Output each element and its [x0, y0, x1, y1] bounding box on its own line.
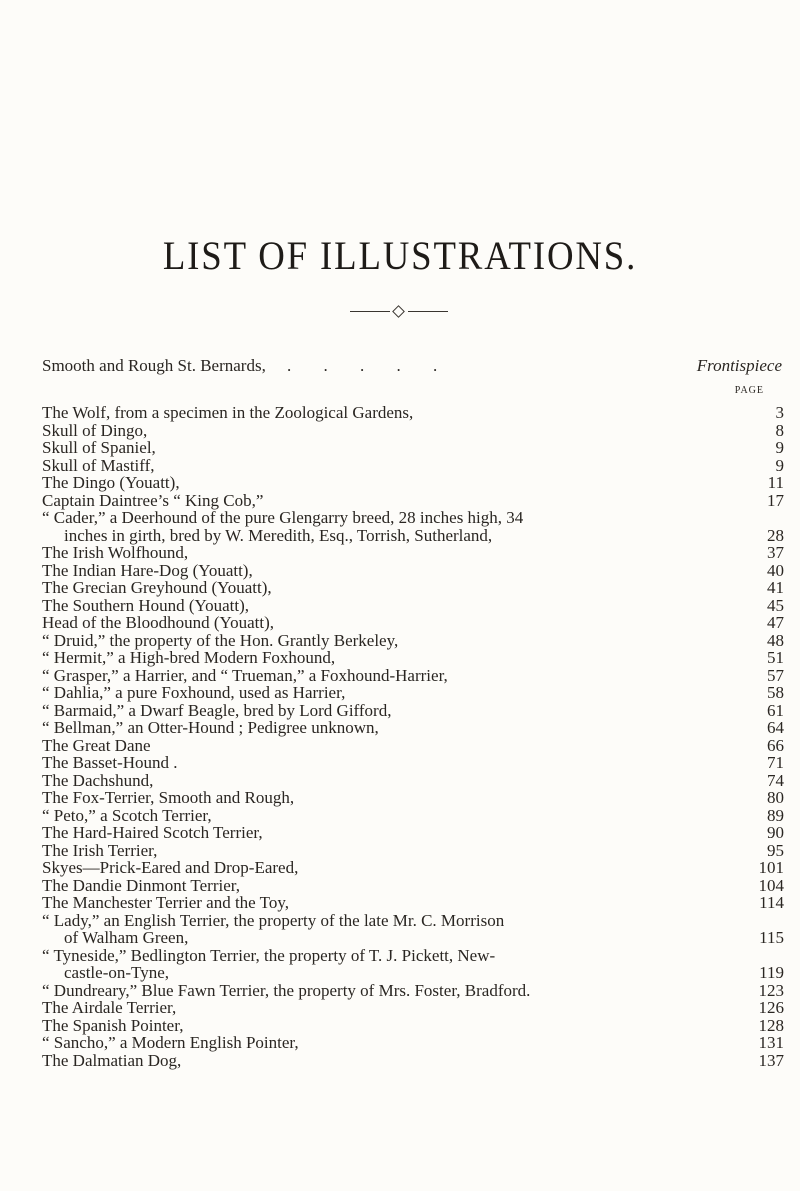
entry-title: Head of the Bloodhound (Youatt),	[42, 613, 274, 632]
entry-title-continued: castle-on-Tyne,	[64, 963, 170, 982]
page-column-header: PAGE	[734, 385, 764, 396]
entry-title: The Dachshund,	[42, 770, 154, 790]
list-item	[42, 667, 784, 685]
entry-page-number: 119	[759, 963, 784, 982]
entry-page-number: 40	[767, 560, 784, 580]
entry-title: The Spanish Pointer,	[42, 1015, 184, 1035]
entry-title: Skull of Spaniel,	[42, 438, 156, 457]
list-item	[42, 492, 784, 510]
entry-page-number: 51	[767, 648, 784, 667]
list-item	[42, 1017, 784, 1035]
entry-title: The Wolf, from a specimen in the Zoological Gardens,	[42, 403, 414, 422]
entry-page-number: 47	[767, 613, 784, 632]
entry-page-number: 61	[767, 700, 784, 720]
entry-page-number: 89	[767, 805, 784, 825]
entry-page-number: 57	[767, 665, 784, 685]
entry-title: The Basset-Hound .	[42, 753, 178, 772]
list-item	[42, 649, 784, 667]
list-item	[42, 859, 784, 877]
entry-title-continued: of Walham Green,	[64, 928, 189, 947]
entry-title: “ Peto,” a Scotch Terrier,	[42, 805, 212, 825]
list-item	[42, 999, 784, 1017]
list-item	[42, 824, 784, 842]
list-item	[42, 737, 784, 755]
entry-title: The Hard-Haired Scotch Terrier,	[42, 823, 263, 842]
frontispiece-text: Smooth and Rough St. Bernards,	[42, 356, 266, 375]
list-item	[42, 982, 784, 1000]
list-item	[42, 719, 784, 737]
frontispiece-page: Frontispiece	[696, 356, 782, 375]
list-item	[42, 772, 784, 790]
list-item	[42, 702, 784, 720]
entry-page-number: 41	[767, 578, 784, 597]
entry-page-number: 131	[758, 1033, 784, 1052]
entry-title: “ Bellman,” an Otter-Hound ; Pedigree unknown,	[42, 718, 379, 737]
entry-title: “ Barmaid,” a Dwarf Beagle, bred by Lord Gifford,	[42, 700, 392, 720]
list-item	[42, 894, 784, 912]
entry-title: Skull of Mastiff,	[42, 455, 155, 475]
entry-page-number: 101	[758, 858, 784, 877]
entry-page-number: 8	[775, 420, 784, 440]
list-item	[42, 439, 784, 457]
entry-title: The Indian Hare-Dog (Youatt),	[42, 560, 253, 580]
list-item	[42, 457, 784, 475]
entry-page-number: 58	[767, 683, 784, 702]
list-item	[42, 1034, 784, 1052]
list-item	[42, 684, 784, 702]
entry-title: The Dalmatian Dog,	[42, 1050, 182, 1070]
entry-title: Skyes—Prick-Eared and Drop-Eared,	[42, 858, 299, 877]
entry-title: Captain Daintree’s “ King Cob,”	[42, 490, 264, 510]
entry-title: The Manchester Terrier and the Toy,	[42, 893, 290, 912]
list-item	[42, 509, 784, 544]
list-item	[42, 789, 784, 807]
entry-page-number: 114	[759, 893, 784, 912]
list-item	[42, 754, 784, 772]
list-item	[42, 807, 784, 825]
entry-title: The Irish Terrier,	[42, 840, 158, 860]
entry-title: The Dandie Dinmont Terrier,	[42, 875, 240, 895]
entry-title: “ Dahlia,” a pure Foxhound, used as Harrier,	[42, 683, 346, 702]
list-item	[42, 614, 784, 632]
entry-title: “ Cader,” a Deerhound of the pure Glengarry breed, 28 inches high, 34	[42, 508, 524, 527]
list-item	[42, 877, 784, 895]
list-item	[42, 947, 784, 982]
entry-page-number: 11	[767, 473, 784, 492]
entry-page-number: 128	[758, 1015, 784, 1035]
page-title: LIST OF ILLUSTRATIONS.	[162, 233, 638, 278]
entry-page-number: 17	[767, 490, 784, 510]
list-item	[42, 422, 784, 440]
entry-page-number: 45	[767, 595, 784, 615]
entry-page-number: 123	[758, 980, 784, 1000]
entry-page-number: 126	[758, 998, 784, 1017]
entry-title: “ Grasper,” a Harrier, and “ Trueman,” a Foxhound-Harrier,	[42, 665, 448, 685]
entry-page-number: 137	[758, 1050, 784, 1070]
entry-title: “ Dundreary,” Blue Fawn Terrier, the property of Mrs. Foster, Bradford.	[42, 980, 531, 1000]
entry-title: “ Lady,” an English Terrier, the property of the late Mr. C. Morrison	[42, 910, 505, 930]
entry-title: Skull of Dingo,	[42, 420, 148, 440]
entry-page-number: 3	[775, 403, 784, 422]
entry-page-number: 48	[767, 630, 784, 650]
list-item	[42, 474, 784, 492]
entry-title: The Fox-Terrier, Smooth and Rough,	[42, 788, 295, 807]
entry-title: “ Hermit,” a High-bred Modern Foxhound,	[42, 648, 336, 667]
entry-page-number: 90	[767, 823, 784, 842]
entry-page-number: 9	[775, 455, 784, 475]
entry-title: “ Tyneside,” Bedlington Terrier, the property of T. J. Pickett, New-	[42, 945, 496, 965]
list-item	[42, 632, 784, 650]
list-item	[42, 579, 784, 597]
entry-page-number: 71	[767, 753, 784, 772]
entry-page-number: 104	[758, 875, 784, 895]
list-item	[42, 544, 784, 562]
list-item	[42, 842, 784, 860]
list-item	[42, 404, 784, 422]
entry-page-number: 95	[767, 840, 784, 860]
entry-page-number: 74	[767, 770, 784, 790]
entry-page-number: 37	[767, 543, 784, 562]
entry-page-number: 66	[767, 735, 784, 755]
entry-title: The Irish Wolfhound,	[42, 543, 189, 562]
illustration-list	[42, 404, 784, 1069]
entry-title: The Great Dane	[42, 735, 151, 755]
entry-page-number: 28	[767, 525, 784, 545]
title-ornament	[350, 307, 448, 317]
entry-page-number: 9	[775, 438, 784, 457]
entry-title: The Dingo (Youatt),	[42, 473, 180, 492]
entry-title-continued: inches in girth, bred by W. Meredith, Esq., Torrish, Sutherland,	[64, 525, 493, 545]
entry-title: The Grecian Greyhound (Youatt),	[42, 578, 272, 597]
entry-page-number: 64	[767, 718, 784, 737]
entry-page-number: 115	[759, 928, 784, 947]
entry-page-number: 80	[767, 788, 784, 807]
entry-title: The Airdale Terrier,	[42, 998, 177, 1017]
entry-title: “ Sancho,” a Modern English Pointer,	[42, 1033, 299, 1052]
entry-title: “ Druid,” the property of the Hon. Grantly Berkeley,	[42, 630, 399, 650]
list-item	[42, 1052, 784, 1070]
entry-title: The Southern Hound (Youatt),	[42, 595, 249, 615]
list-item	[42, 912, 784, 947]
list-item	[42, 597, 784, 615]
list-item	[42, 562, 784, 580]
